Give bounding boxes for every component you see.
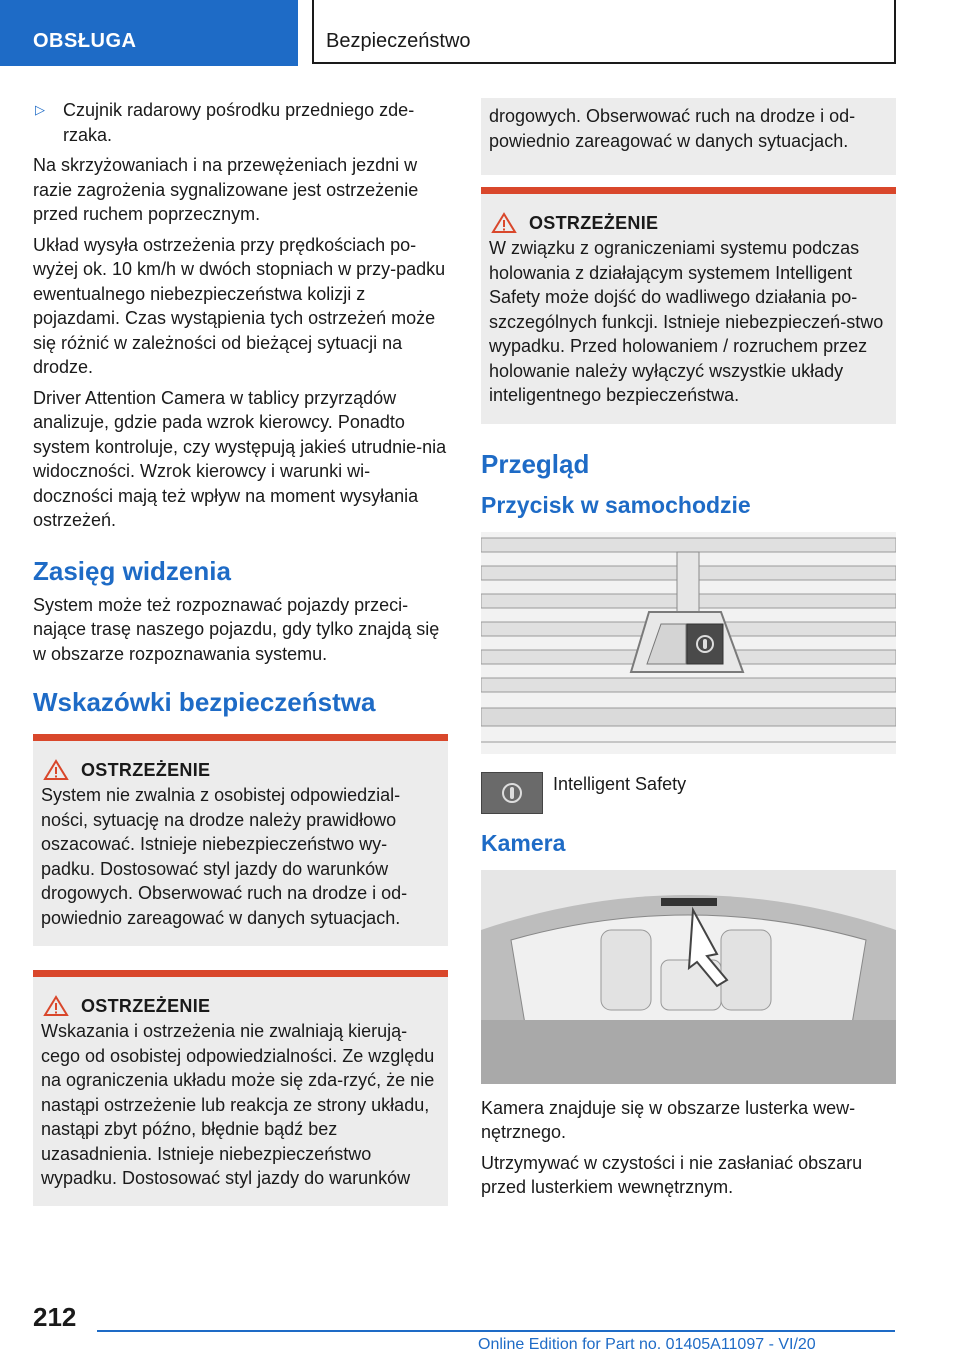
intelligent-safety-button-icon[interactable]	[481, 772, 543, 814]
warning-title	[41, 759, 440, 781]
heading-range: Zasięg widzenia	[33, 555, 231, 586]
warning-text: Wskazania i ostrzeżenia nie zwalniają kierują‐cego od osobistej odpowiedzialności. Ze względu na ograniczenia układu może się zda‐rzyć, że nie nastąpi ostrzeżenie lub reakcja ze strony układu, nastąpi zbyt późno, błędnie bądź bez uzasadnienia. Istnieje niebezpieczeństwo wypadku. Dostosować styl jazdy do warunków	[41, 1021, 435, 1188]
paragraph-warning-speed: Układ wysyła ostrzeżenia przy prędkościach po‐wyżej ok. 10 km/h w dwóch stopniach w przy‐padku ewentualnego niebezpieczeństwa kolizji z pojazdami. Czas wystąpienia tych ostrzeżeń może się różnić w zależności od bieżącej sytuacji na drodze.	[33, 234, 446, 377]
paragraph-range: System może też rozpoznawać pojazdy przeci‐nające trasę naszego pojazdu, gdy tylko znajdą się w obszarze rozpoznawania systemu.	[33, 594, 440, 664]
camera-paragraph: Kamera znajduje się w obszarze lusterka wew‐nętrznego.	[481, 1097, 856, 1142]
button-location-picture	[481, 532, 896, 754]
bullet-item	[33, 98, 448, 147]
warning-title-text: OSTRZEŻENIE	[81, 759, 211, 780]
button-legend	[481, 772, 896, 814]
camera-housing	[661, 898, 717, 906]
camera-paragraph: Utrzymywać w czystości i nie zasłaniać obszaru przed lusterkiem wewnętrznym.	[481, 1152, 863, 1197]
warning-text: System nie zwalnia z osobistej odpowiedzial‐ności, sytuację na drodze należy prawidłowo oszacować. Istnieje niebezpieczeństwo wy‐padku. Dostosować styl jazdy do warunków drogowych. Obserwować ruch na drodze i od‐powiednio zareagować w danych sytuacjach.	[41, 785, 408, 928]
warning-title-text: OSTRZEŻENIE	[81, 995, 211, 1016]
left-column	[33, 98, 448, 1230]
bullet-text: Czujnik radarowy pośrodku przedniego zde‐rzaka.	[63, 100, 415, 145]
warning-triangle-icon	[43, 995, 69, 1017]
paragraph-crossing: Na skrzyżowaniach i na przewężeniach jezdni w razie zagrożenia sygnalizowane jest ostrzeżenie przed ruchem poprzecznym.	[33, 155, 419, 224]
heading-camera: Kamera	[481, 829, 566, 856]
footer-divider	[97, 1330, 895, 1332]
heading-safety: Wskazówki bezpieczeństwa	[33, 687, 376, 717]
chapter-title: Bezpieczeństwo	[312, 0, 896, 64]
triangle-bullet-icon: ▷	[35, 102, 45, 117]
heading-overview: Przegląd	[481, 448, 590, 479]
warning-triangle-icon	[491, 212, 517, 234]
warning-text: W związku z ograniczeniami systemu podczas holowania z działającym systemem Intelligent Safety może dojść do wadliwego działania po‐szczególnych funkcji. Istnieje niebezpieczeń‐stwo wypadku. Przed holowaniem / rozruchem przez holowanie należy wyłączyć wszystkie układy inteligentnego bezpieczeństwa.	[489, 238, 884, 405]
warning-triangle-icon	[43, 759, 69, 781]
button-label: Intelligent Safety	[553, 773, 687, 794]
warning-box	[33, 734, 448, 946]
warning-title	[489, 212, 888, 234]
warning-title	[41, 995, 440, 1017]
paragraph-driver-camera: Driver Attention Camera w tablicy przyrządów analizuje, gdzie pada wzrok kierowcy. Ponadto system kontroluje, czy występują jakieś utrudnie‐nia widoczności. Wzrok kierowcy i warunki wi‐doczności mają też wpływ na moment wysyłania ostrzeżeń.	[33, 387, 447, 530]
camera-location-picture	[481, 870, 896, 1084]
warning-text: drogowych. Obserwować ruch na drodze i od‐powiednio zareagować w danych sytuacjach.	[489, 106, 856, 151]
heading-button: Przycisk w samochodzie	[481, 491, 751, 518]
page-number: 212	[33, 1302, 77, 1332]
footer-edition: Online Edition for Part no. 01405A11097 - VI/20	[478, 1336, 816, 1353]
section-tab[interactable]: OBSŁUGA	[0, 0, 298, 66]
right-column	[481, 98, 896, 1206]
warning-box	[33, 970, 448, 1206]
warning-box	[481, 187, 896, 424]
warning-title-text: OSTRZEŻENIE	[529, 212, 659, 233]
warning-continuation	[481, 98, 896, 175]
